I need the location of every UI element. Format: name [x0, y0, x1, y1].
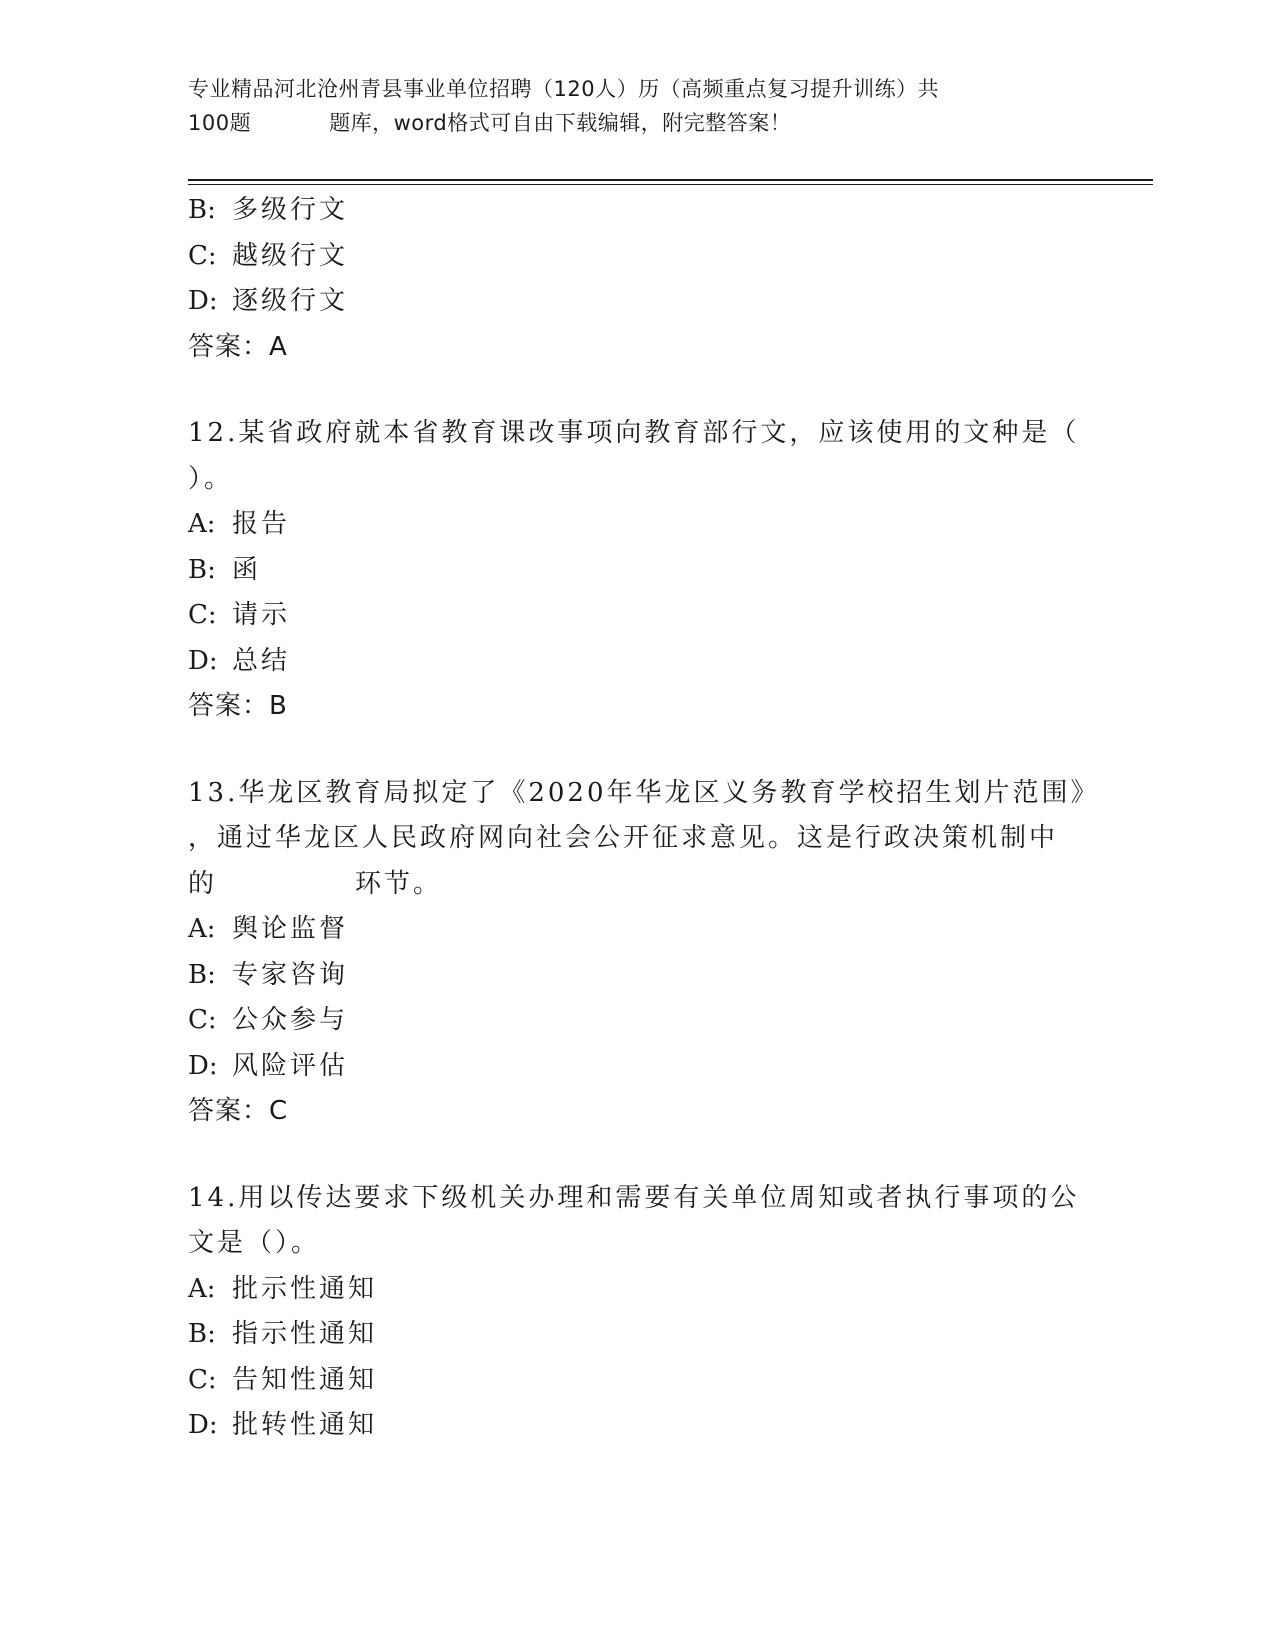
- document-body: [188, 188, 1100, 1449]
- question-stem-line: 12.某省政府就本省教育课改事项向教育部行文，应该使用的文种是（: [188, 418, 1080, 448]
- answer: 答案：B: [188, 691, 288, 721]
- header-description: 题库，word格式可自由下载编辑，附完整答案！: [329, 111, 792, 135]
- option-c: C: 告知性通知: [188, 1364, 378, 1395]
- header-title-line2: [188, 106, 1068, 140]
- option-a: A: 舆论监督: [188, 914, 349, 944]
- question-stem-line: ）。: [188, 463, 234, 494]
- question-12: [188, 411, 1088, 730]
- option-d: D: 总结: [188, 645, 291, 676]
- answer: 答案：C: [188, 1096, 289, 1126]
- header-question-count: 100题: [188, 111, 252, 135]
- question-13: [188, 771, 1100, 1135]
- question-stem-line: ，通过华龙区人民政府网向社会公开征求意见。这是行政决策机制中: [188, 823, 1059, 853]
- question-stem-line: 13.华龙区教育局拟定了《2020年华龙区义务教育学校招生划片范围》: [188, 777, 1100, 808]
- option-b: B: 多级行文: [188, 195, 349, 225]
- header-title-line1: 专业精品河北沧州青县事业单位招聘（120人）历（高频重点复习提升训练）共: [188, 77, 940, 101]
- document-header: [188, 72, 1068, 140]
- option-d: D: 逐级行文: [188, 286, 349, 316]
- option-c: C: 请示: [188, 600, 291, 630]
- answer: 答案：A: [188, 331, 288, 362]
- header-divider-thin: [188, 184, 1153, 185]
- option-a: A: 批示性通知: [188, 1273, 378, 1304]
- option-b: B: 函: [188, 554, 262, 585]
- header-divider-thick: [188, 179, 1153, 181]
- question-11-continuation: [188, 188, 1088, 370]
- option-d: D: 批转性通知: [188, 1410, 378, 1440]
- question-14: [188, 1176, 1088, 1449]
- option-c: C: 公众参与: [188, 1005, 349, 1035]
- option-b: B: 指示性通知: [188, 1319, 378, 1349]
- question-stem-line: 文是（）。: [188, 1228, 321, 1258]
- option-b: B: 专家咨询: [188, 959, 349, 990]
- question-stem-blank-line: 的 环节。: [188, 868, 443, 899]
- option-a: A: 报告: [188, 509, 291, 539]
- option-d: D: 风险评估: [188, 1050, 349, 1081]
- question-stem-line: 14.用以传达要求下级机关办理和需要有关单位周知或者执行事项的公: [188, 1182, 1080, 1213]
- option-c: C: 越级行文: [188, 240, 349, 271]
